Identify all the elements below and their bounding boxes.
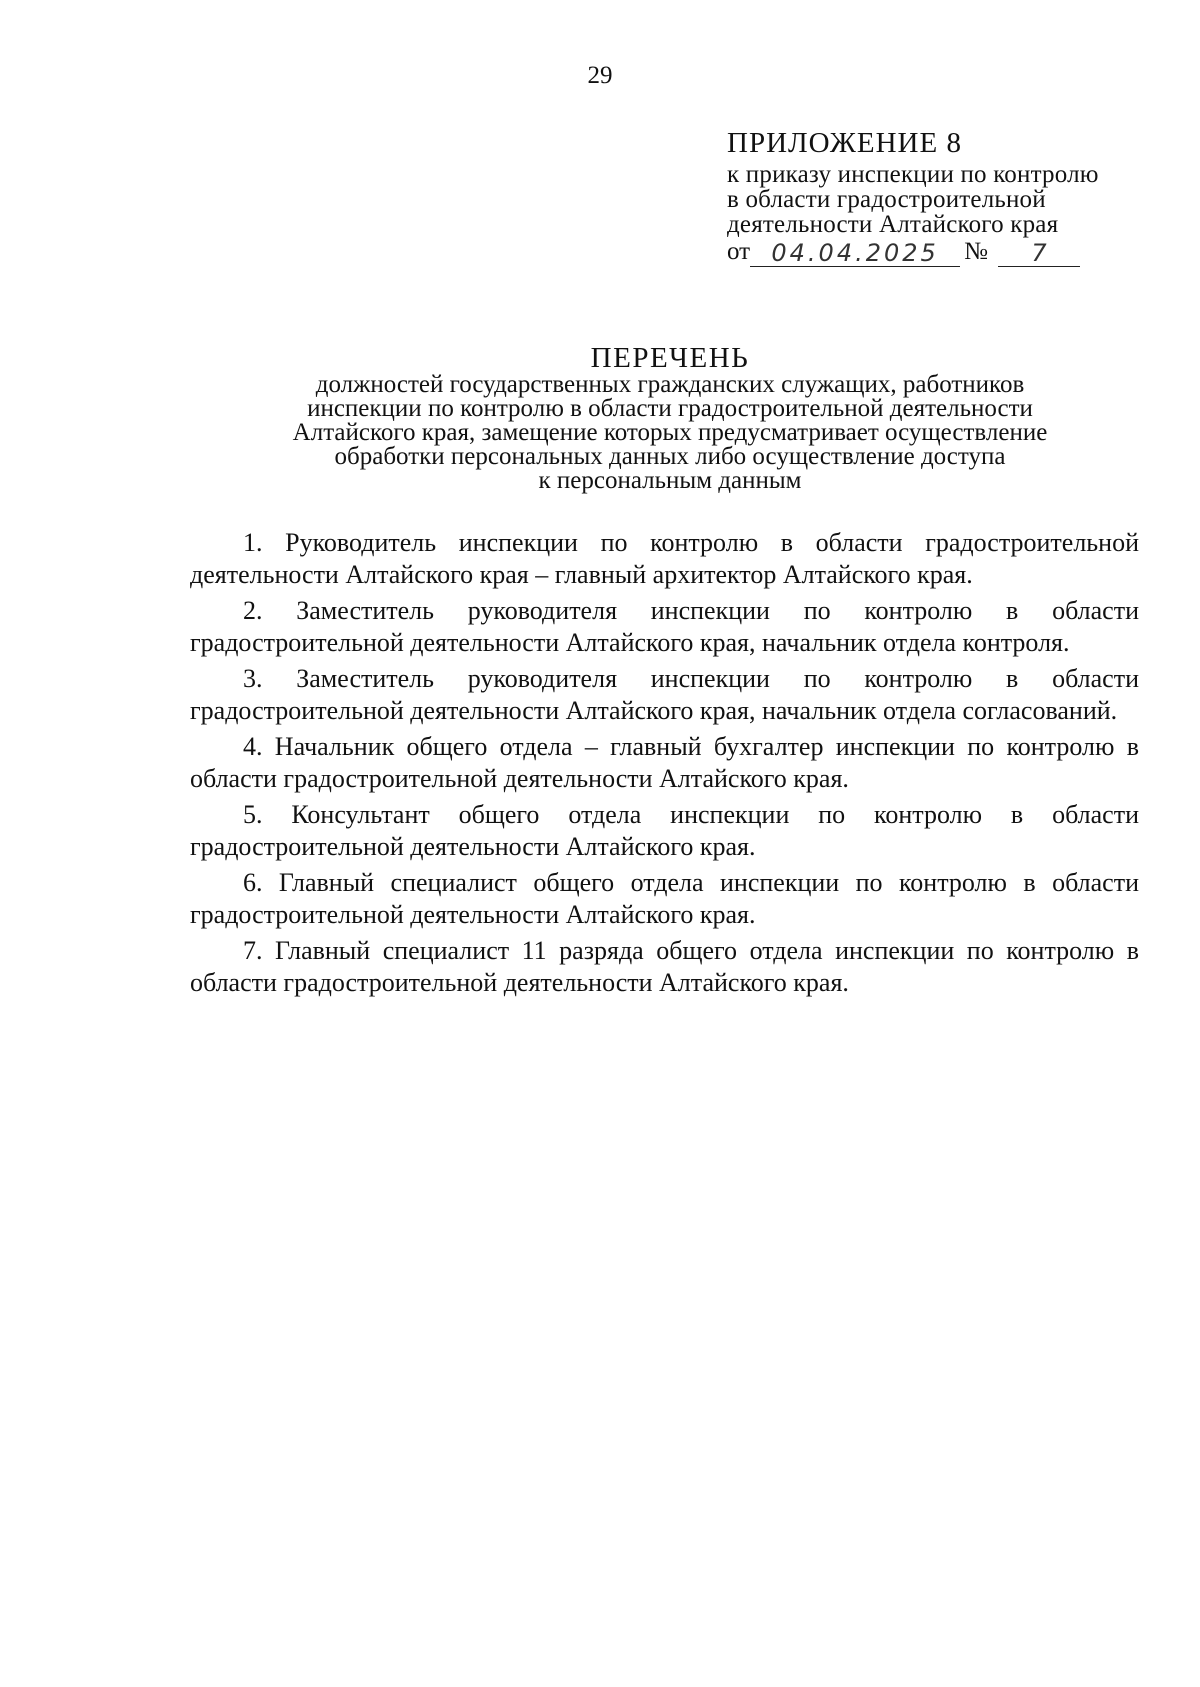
list-item: 5. Консультант общего отдела инспекции по контролю в области градостроительной деятельности Алтайского края. — [190, 800, 1139, 861]
list-item: 7. Главный специалист 11 разряда общего отдела инспекции по контролю в области градостроительной деятельности Алтайского края. — [190, 936, 1139, 997]
list-item: 3. Заместитель руководителя инспекции по контролю в области градостроительной деятельности Алтайского края, начальник отдела согласований. — [190, 664, 1139, 725]
heading-subtitle-line: Алтайского края, замещение которых предусматривает осуществление — [292, 419, 1048, 446]
list-item: 2. Заместитель руководителя инспекции по контролю в области градостроительной деятельности Алтайского края, начальник отдела контроля. — [190, 596, 1139, 657]
heading-subtitle-line: должностей государственных гражданских служащих, работников — [315, 371, 1025, 398]
heading-subtitle-line: к персональным данным — [538, 467, 802, 494]
appendix-line: деятельности Алтайского края — [727, 211, 1059, 238]
heading-subtitle-line: обработки персональных данных либо осуществление доступа — [334, 443, 1006, 470]
appendix-line: к приказу инспекции по контролю — [727, 161, 1099, 188]
handwritten-date: 04.04.2025 — [750, 240, 960, 267]
handwritten-number: 7 — [998, 240, 1080, 267]
number-label: № — [964, 238, 988, 265]
list-item: 4. Начальник общего отдела – главный бухгалтер инспекции по контролю в области градостроительной деятельности Алтайского края. — [190, 732, 1139, 793]
document-heading — [190, 343, 1150, 493]
heading-title: ПЕРЕЧЕНЬ — [590, 342, 750, 374]
date-prefix: от — [727, 238, 751, 265]
order-date-number-row — [727, 237, 1167, 267]
positions-list — [190, 527, 1139, 1003]
heading-subtitle-line: инспекции по контролю в области градостроительной деятельности — [307, 395, 1033, 422]
appendix-block — [727, 126, 1167, 267]
list-item: 1. Руководитель инспекции по контролю в области градостроительной деятельности Алтайского края – главный архитектор Алтайского края. — [190, 528, 1139, 589]
appendix-title: ПРИЛОЖЕНИЕ 8 — [727, 127, 962, 159]
list-item: 6. Главный специалист общего отдела инспекции по контролю в области градостроительной деятельности Алтайского края. — [190, 868, 1139, 929]
appendix-line: в области градостроительной — [727, 186, 1046, 213]
page-number: 29 — [587, 62, 613, 89]
